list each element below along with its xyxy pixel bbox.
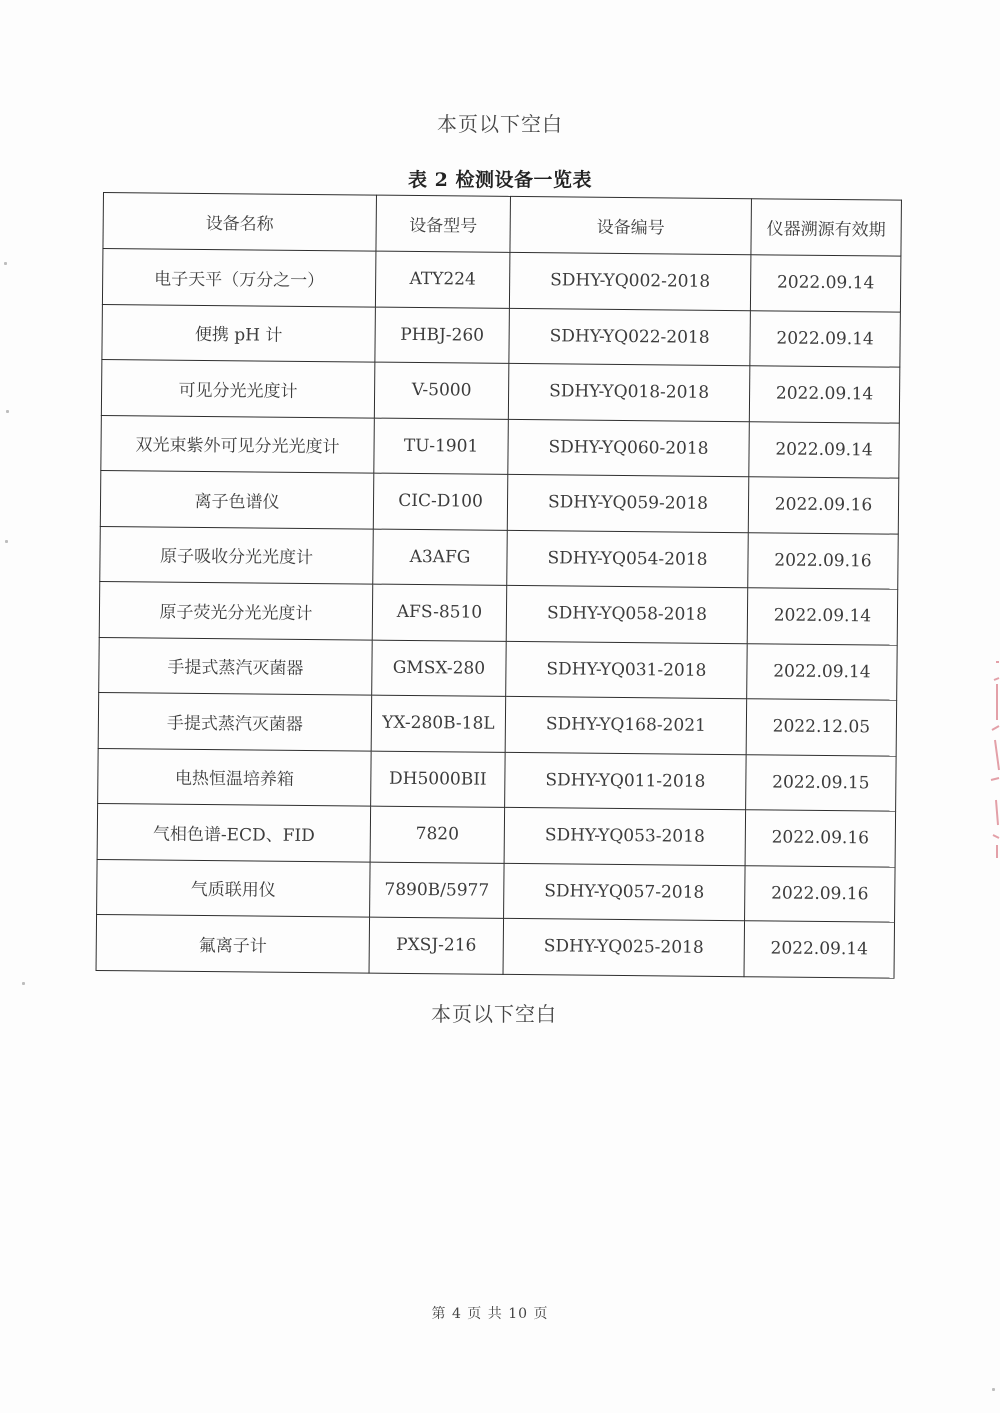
cell-calibration-validity: 2022.09.14 xyxy=(744,921,895,978)
cell-calibration-validity: 2022.09.14 xyxy=(750,255,901,312)
cell-equipment-number: SDHY-YQ031-2018 xyxy=(506,641,748,699)
table-row xyxy=(100,526,898,589)
table-row xyxy=(99,637,897,700)
cell-equipment-number: SDHY-YQ002-2018 xyxy=(509,252,751,310)
table-row xyxy=(101,415,899,478)
cell-calibration-validity: 2022.09.15 xyxy=(746,754,897,811)
table-row xyxy=(100,470,898,533)
table-title: 表 2 检测设备一览表 xyxy=(408,169,592,191)
cell-equipment-name: 电子天平（万分之一） xyxy=(102,249,376,307)
cell-equipment-number: SDHY-YQ059-2018 xyxy=(507,474,749,532)
cell-calibration-validity: 2022.09.14 xyxy=(749,421,900,478)
blank-below-note-top: 本页以下空白 xyxy=(437,112,563,136)
cell-calibration-validity: 2022.09.16 xyxy=(745,865,896,922)
cell-equipment-name: 便携 pH 计 xyxy=(102,304,376,362)
cell-calibration-validity: 2022.09.16 xyxy=(748,532,899,589)
table-header-row xyxy=(103,193,902,257)
cell-equipment-number: SDHY-YQ060-2018 xyxy=(508,419,750,477)
cell-equipment-name: 氟离子计 xyxy=(96,914,370,972)
scan-speck xyxy=(5,540,8,543)
equipment-table-container xyxy=(96,192,901,978)
cell-equipment-number: SDHY-YQ011-2018 xyxy=(505,752,747,810)
cell-calibration-validity: 2022.09.16 xyxy=(745,810,896,867)
table-row xyxy=(101,359,899,422)
cell-equipment-model: CIC-D100 xyxy=(373,473,508,530)
cell-equipment-model: 7890B/5977 xyxy=(370,862,505,919)
table-row xyxy=(96,914,894,977)
cell-calibration-validity: 2022.09.14 xyxy=(750,310,901,367)
cell-calibration-validity: 2022.09.14 xyxy=(747,643,898,700)
cell-equipment-number: SDHY-YQ058-2018 xyxy=(506,585,748,643)
cell-equipment-model: TU-1901 xyxy=(374,418,509,475)
scan-speck xyxy=(22,982,25,985)
cell-equipment-name: 原子吸收分光光度计 xyxy=(100,526,374,584)
cell-equipment-name: 双光束紫外可见分光光度计 xyxy=(101,415,375,473)
table-row xyxy=(97,803,895,866)
cell-equipment-name: 手提式蒸汽灭菌器 xyxy=(99,637,373,695)
equipment-table xyxy=(96,192,902,978)
cell-calibration-validity: 2022.09.14 xyxy=(749,366,900,423)
cell-equipment-model: AFS-8510 xyxy=(372,584,507,641)
cell-equipment-number: SDHY-YQ053-2018 xyxy=(504,807,746,865)
table-row xyxy=(97,859,895,922)
cell-equipment-model: V-5000 xyxy=(374,362,509,419)
header-equipment-number: 设备编号 xyxy=(510,196,752,254)
cell-equipment-name: 可见分光光度计 xyxy=(101,359,375,417)
cell-equipment-name: 手提式蒸汽灭菌器 xyxy=(98,692,372,750)
table-row xyxy=(98,692,896,755)
cell-equipment-name: 气质联用仪 xyxy=(97,859,371,917)
header-equipment-model: 设备型号 xyxy=(376,195,511,252)
table-row xyxy=(102,249,900,312)
cell-equipment-number: SDHY-YQ054-2018 xyxy=(507,530,749,588)
cell-equipment-model: GMSX-280 xyxy=(372,640,507,697)
cell-equipment-number: SDHY-YQ025-2018 xyxy=(503,918,745,976)
table-row xyxy=(102,304,900,367)
page-number-footer: 第 4 页 共 10 页 xyxy=(431,1306,549,1322)
cell-equipment-number: SDHY-YQ022-2018 xyxy=(509,308,751,366)
cell-calibration-validity: 2022.09.14 xyxy=(747,588,898,645)
cell-equipment-name: 离子色谱仪 xyxy=(100,470,374,528)
cell-equipment-name: 原子荧光分光光度计 xyxy=(99,581,373,639)
header-equipment-name: 设备名称 xyxy=(103,193,377,252)
cell-calibration-validity: 2022.09.16 xyxy=(748,477,899,534)
cell-equipment-name: 气相色谱-ECD、FID xyxy=(97,803,371,861)
cell-equipment-model: DH5000BII xyxy=(371,751,506,808)
cell-equipment-model: A3AFG xyxy=(373,529,508,586)
table-body xyxy=(96,249,901,978)
seal-fragment-icon xyxy=(986,660,1000,860)
scan-speck xyxy=(992,1388,995,1391)
header-calibration-validity: 仪器溯源有效期 xyxy=(751,199,902,256)
blank-below-note-bottom: 本页以下空白 xyxy=(431,1002,557,1026)
cell-equipment-name: 电热恒温培养箱 xyxy=(98,748,372,806)
cell-equipment-number: SDHY-YQ018-2018 xyxy=(508,363,750,421)
cell-equipment-model: PHBJ-260 xyxy=(375,307,510,364)
scan-speck xyxy=(6,410,9,413)
cell-equipment-model: YX-280B-18L xyxy=(371,695,506,752)
cell-equipment-model: ATY224 xyxy=(375,251,510,308)
cell-equipment-model: PXSJ-216 xyxy=(369,917,504,974)
cell-equipment-number: SDHY-YQ057-2018 xyxy=(504,863,746,921)
table-row xyxy=(99,581,897,644)
table-row xyxy=(98,748,896,811)
cell-calibration-validity: 2022.12.05 xyxy=(746,699,897,756)
cell-equipment-number: SDHY-YQ168-2021 xyxy=(505,696,747,754)
scan-speck xyxy=(4,262,7,265)
cell-equipment-model: 7820 xyxy=(370,806,505,863)
